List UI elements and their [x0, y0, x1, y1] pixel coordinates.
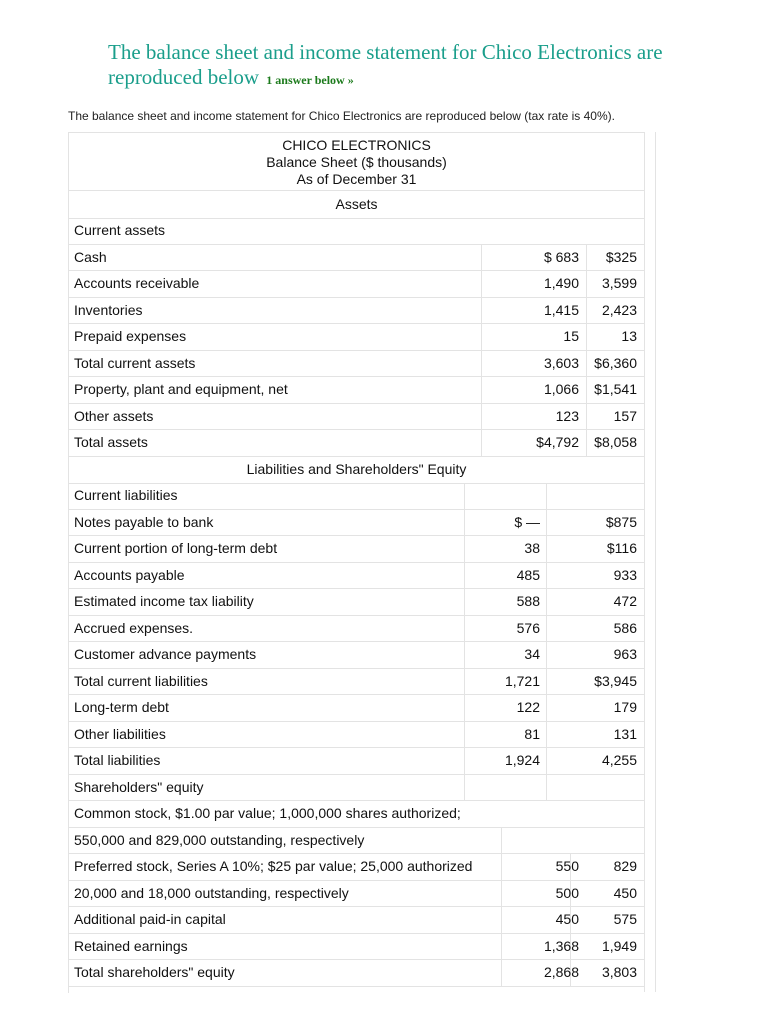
cell-divider [546, 483, 547, 509]
value-year1: 123 [555, 407, 579, 424]
table-right-border [644, 132, 645, 992]
cell-divider [546, 642, 547, 668]
cell-divider [546, 563, 547, 589]
table-row [69, 669, 644, 696]
table-row [69, 801, 644, 828]
value-year2: 157 [613, 407, 637, 424]
cell-divider [481, 298, 482, 324]
table-row [69, 748, 644, 775]
value-year1: 485 [516, 566, 540, 583]
value-year2: $875 [605, 513, 637, 530]
cell-divider [501, 881, 502, 907]
table-row [69, 245, 644, 272]
value-year1: 34 [524, 646, 540, 662]
value-year1: $ — [514, 513, 540, 530]
row-label: Accounts receivable [74, 275, 200, 291]
table-row [69, 934, 644, 961]
table-row [69, 854, 644, 881]
row-label: Accrued expenses. [74, 619, 194, 636]
assets-section-header [69, 192, 644, 219]
row-label: Current assets [74, 222, 166, 238]
intro-text: The balance sheet and income statement for Chico Electronics are reproduced below (tax rate is 40%). [68, 109, 615, 123]
cell-divider [586, 377, 587, 403]
value-year1: 576 [516, 619, 540, 636]
row-label: Total liabilities [74, 752, 161, 768]
cell-divider [481, 430, 482, 456]
row-label: Current portion of long-term debt [74, 540, 278, 556]
row-label: Shareholders" equity [74, 778, 204, 795]
row-label: 550,000 and 829,000 outstanding, respectively [74, 831, 365, 848]
cell-divider [464, 775, 465, 801]
answer-link[interactable]: 1 answer below » [266, 73, 354, 87]
cell-divider [546, 775, 547, 801]
value-year1: $ 683 [543, 248, 579, 265]
value-year1: 450 [555, 911, 579, 927]
value-year1: 1,066 [543, 381, 579, 397]
cell-divider [501, 907, 502, 933]
table-row [69, 722, 644, 749]
cell-divider [586, 271, 587, 297]
value-year2: $3,945 [594, 672, 637, 689]
row-label: Inventories [74, 301, 143, 318]
table-row [69, 775, 644, 802]
value-year1: 15 [563, 328, 579, 344]
table-row [69, 430, 644, 457]
value-year2: $325 [605, 248, 637, 265]
row-label: Common stock, $1.00 par value; 1,000,000 shares authorized; [74, 805, 461, 821]
table-row [69, 404, 644, 431]
cell-divider [546, 669, 547, 695]
cell-divider [586, 245, 587, 271]
row-label: Estimated income tax liability [74, 593, 254, 609]
cell-divider [481, 245, 482, 271]
cell-divider [586, 298, 587, 324]
row-label: Total assets [74, 434, 148, 450]
table-row [69, 563, 644, 590]
row-label: Other assets [74, 407, 154, 424]
value-year2: 933 [613, 566, 637, 583]
table-row [69, 642, 644, 669]
table-outer-border [655, 132, 656, 992]
value-year1: 122 [516, 699, 540, 715]
cell-divider [481, 404, 482, 430]
cell-divider [464, 669, 465, 695]
row-label: Additional paid-in capital [74, 911, 226, 927]
cell-divider [464, 563, 465, 589]
value-year1: 1,368 [543, 937, 579, 954]
cell-divider [464, 695, 465, 721]
value-year2: 586 [613, 619, 637, 636]
value-year1: 1,721 [504, 672, 540, 689]
cell-divider [586, 324, 587, 350]
cell-divider [481, 324, 482, 350]
value-year2: 4,255 [601, 752, 637, 768]
table-row [69, 881, 644, 908]
value-year2: 963 [613, 646, 637, 662]
table-row [69, 271, 644, 298]
table-row [69, 377, 644, 404]
table-row [69, 828, 644, 855]
cell-divider [501, 934, 502, 960]
cell-divider [546, 589, 547, 615]
row-label: Other liabilities [74, 725, 166, 742]
cell-divider [464, 642, 465, 668]
cell-divider [501, 854, 502, 880]
row-label: Total current liabilities [74, 672, 208, 689]
value-year1: $4,792 [536, 434, 579, 450]
value-year2: 131 [613, 725, 637, 742]
cell-divider [481, 377, 482, 403]
table-row [69, 589, 644, 616]
value-year1: 81 [524, 725, 540, 742]
row-label: Property, plant and equipment, net [74, 381, 288, 397]
value-year2: 829 [613, 858, 637, 874]
cell-divider [464, 748, 465, 774]
row-label: Prepaid expenses [74, 328, 187, 344]
value-year2: 1,949 [601, 937, 637, 954]
cell-divider [481, 271, 482, 297]
value-year2: 450 [613, 884, 637, 901]
table-row [69, 960, 644, 987]
value-year1: 2,868 [543, 964, 579, 980]
table-row [69, 218, 644, 245]
row-label: Long-term debt [74, 699, 169, 715]
value-year2: $1,541 [594, 381, 637, 397]
cell-divider [464, 616, 465, 642]
section-label: Liabilities and Shareholders" Equity [246, 461, 467, 477]
value-year2: 179 [613, 699, 637, 715]
cell-divider [464, 722, 465, 748]
cell-divider [501, 828, 502, 854]
row-label: Customer advance payments [74, 646, 257, 662]
row-label: Preferred stock, Series A 10%; $25 par value; 25,000 authorized [74, 858, 473, 874]
value-year2: 13 [621, 328, 637, 344]
cell-divider [546, 536, 547, 562]
value-year2: 3,803 [601, 964, 637, 980]
value-year2: 3,599 [601, 275, 637, 291]
cell-divider [464, 536, 465, 562]
section-label: Assets [335, 196, 378, 212]
statement-name: Balance Sheet ($ thousands) [266, 154, 447, 170]
cell-divider [546, 722, 547, 748]
row-label: Accounts payable [74, 566, 185, 583]
cell-divider [586, 430, 587, 456]
table-row [69, 536, 644, 563]
value-year2: $8,058 [594, 434, 637, 450]
row-label: Total current assets [74, 354, 196, 371]
table-row [69, 695, 644, 722]
cell-divider [546, 695, 547, 721]
table-row [69, 298, 644, 325]
row-label: Cash [74, 248, 107, 265]
value-year2: $6,360 [594, 354, 637, 371]
page-title [108, 40, 748, 93]
table-header [69, 133, 644, 191]
page-title-text: The balance sheet and income statement for Chico Electronics are reproduced below [108, 40, 663, 89]
cell-divider [464, 510, 465, 536]
table-row [69, 324, 644, 351]
value-year1: 550 [555, 858, 579, 874]
cell-divider [586, 404, 587, 430]
table-row [69, 907, 644, 934]
cell-divider [546, 616, 547, 642]
company-name: CHICO ELECTRONICS [282, 137, 431, 153]
value-year1: 1,490 [543, 275, 579, 291]
cell-divider [546, 510, 547, 536]
cell-divider [464, 483, 465, 509]
value-year1: 500 [555, 884, 579, 901]
value-year1: 1,924 [504, 752, 540, 768]
table-row [69, 510, 644, 537]
value-year2: 2,423 [601, 301, 637, 318]
row-label: Notes payable to bank [74, 513, 214, 530]
cell-divider [481, 351, 482, 377]
row-label: Retained earnings [74, 937, 188, 954]
value-year2: 575 [613, 911, 637, 927]
cell-divider [546, 748, 547, 774]
row-label: 20,000 and 18,000 outstanding, respectively [74, 884, 349, 901]
value-year2: 472 [613, 593, 637, 609]
value-year1: 38 [524, 540, 540, 556]
value-year1: 3,603 [543, 354, 579, 371]
cell-divider [464, 589, 465, 615]
cell-divider [501, 960, 502, 986]
row-label: Total shareholders" equity [74, 964, 235, 980]
statement-date: As of December 31 [296, 171, 417, 187]
cell-divider [586, 351, 587, 377]
liabilities-section-header [69, 457, 644, 484]
value-year2: $116 [606, 540, 637, 556]
table-row [69, 351, 644, 378]
table-row [69, 616, 644, 643]
table-row [69, 483, 644, 510]
value-year1: 588 [516, 593, 540, 609]
row-label: Current liabilities [74, 487, 178, 503]
value-year1: 1,415 [543, 301, 579, 318]
